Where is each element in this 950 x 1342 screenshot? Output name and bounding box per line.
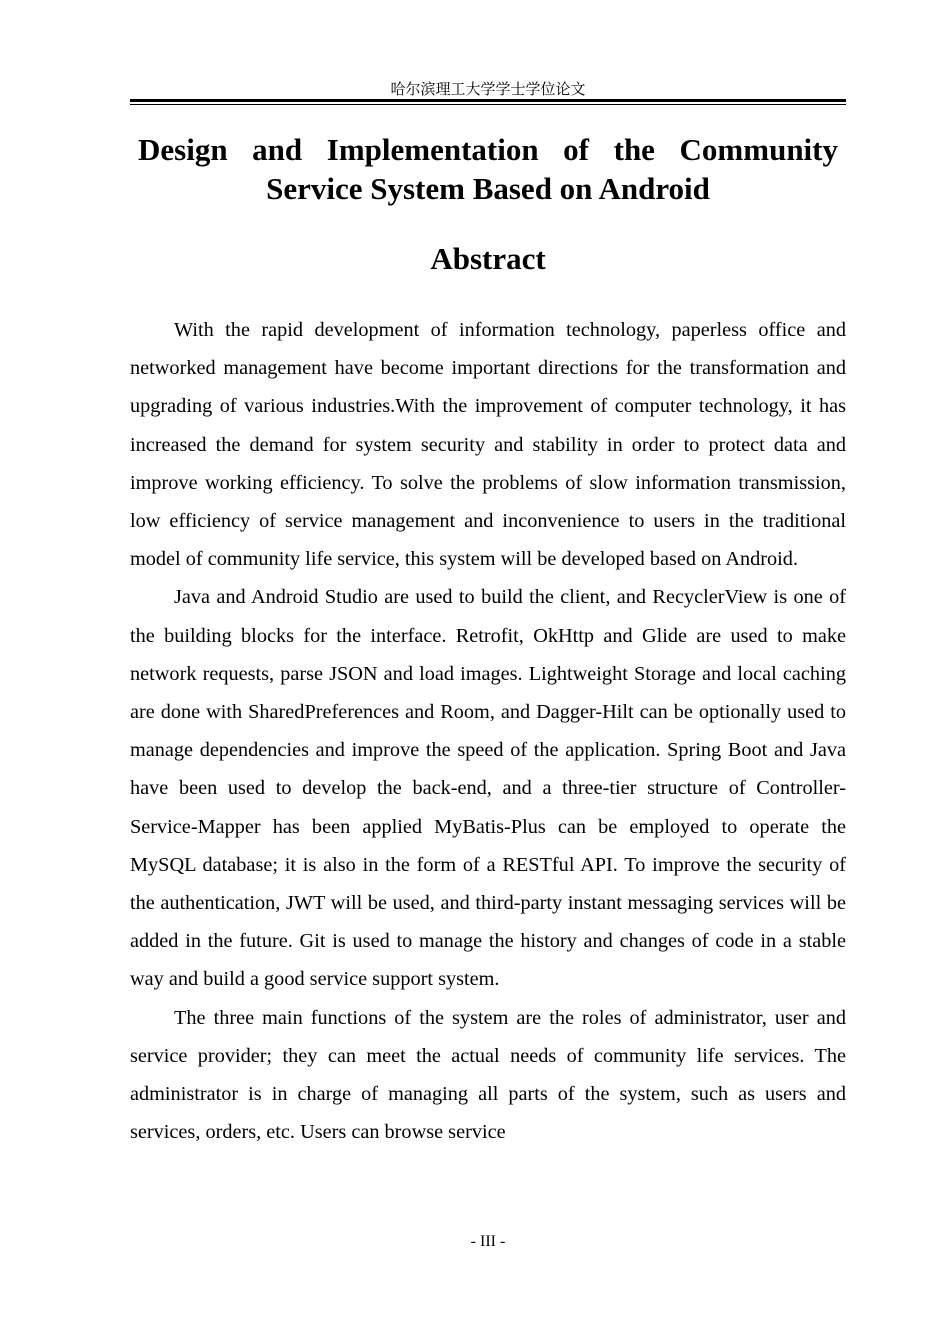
abstract-heading: Abstract <box>430 241 546 276</box>
page-number: - III - <box>470 1233 506 1250</box>
abstract-body <box>130 311 846 1151</box>
header-rule-thin <box>130 104 846 105</box>
thesis-title-line-1: Design and Implementation of the Community <box>138 132 838 167</box>
abstract-paragraph-2: Java and Android Studio are used to build the client, and RecyclerView is one of the building blocks for the interface. Retrofit, OkHttp and Glide are used to make network requests, parse JSON and load images. Lightweight Storage and local caching are done with SharedPreferences and Room, and Dagger-Hilt can be optionally used to manage dependencies and improve the speed of the application. Spring Boot and Java have been used to develop the back-end, and a three-tier structure of Controller-Service-Mapper has been applied MyBatis-Plus can be employed to operate the MySQL database; it is also in the form of a RESTful API. To improve the security of the authentication, JWT will be used, and third-party instant messaging services will be added in the future. Git is used to manage the history and changes of code in a stable way and build a good service support system. <box>130 586 846 991</box>
thesis-title-line-2: Service System Based on Android <box>266 171 710 206</box>
header-rule-thick <box>130 99 846 102</box>
thesis-title <box>130 130 846 208</box>
abstract-paragraph-3: The three main functions of the system are the roles of administrator, user and service provider; they can meet the actual needs of community life services. The administrator is in charge of managing all parts of the system, such as users and services, orders, etc. Users can browse service <box>130 1006 846 1144</box>
abstract-paragraph-1: With the rapid development of information technology, paperless office and networked management have become important directions for the transformation and upgrading of various industries.With the improvement of computer technology, it has increased the demand for system security and stability in order to protect data and improve working efficiency. To solve the problems of slow information transmission, low efficiency of service management and inconvenience to users in the traditional model of community life service, this system will be developed based on Android. <box>130 319 846 571</box>
running-header: 哈尔滨理工大学学士学位论文 <box>390 80 586 98</box>
